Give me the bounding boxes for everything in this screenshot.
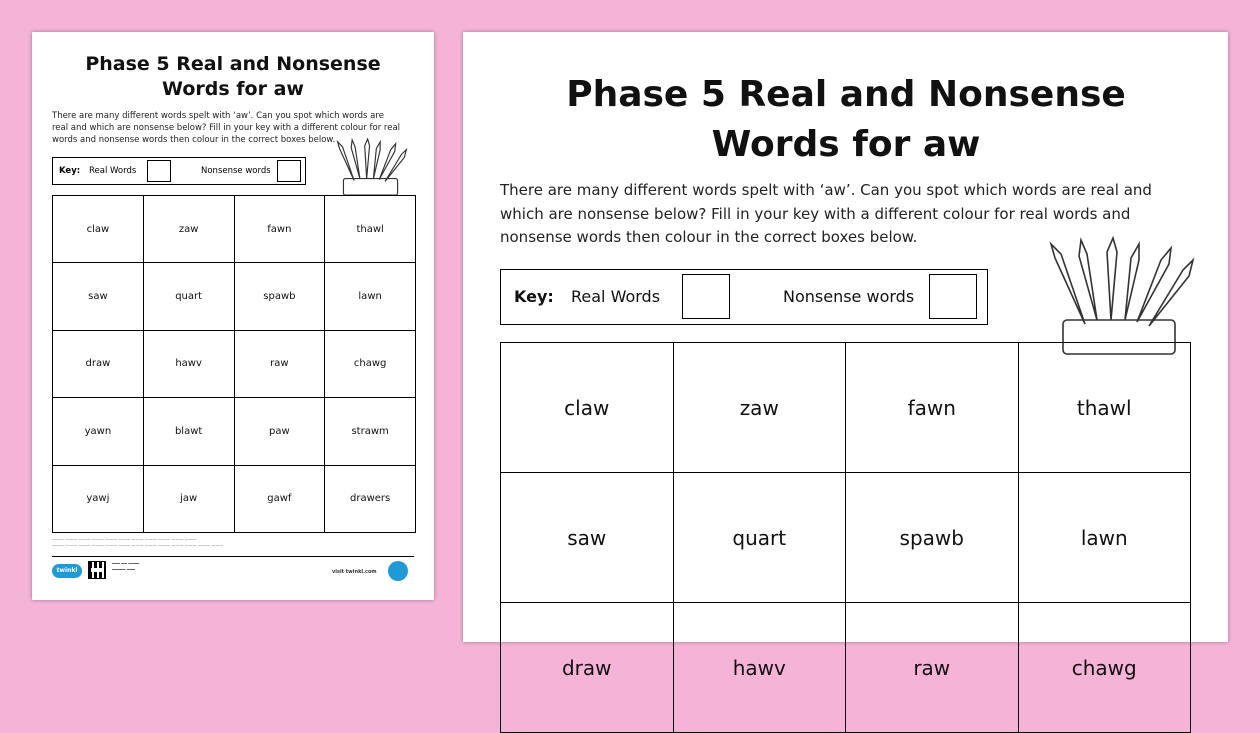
colour-key bbox=[52, 157, 306, 185]
word-row bbox=[53, 398, 416, 465]
word-cell[interactable]: chawg bbox=[325, 330, 416, 397]
word-row bbox=[501, 603, 1191, 733]
key-real-box[interactable] bbox=[147, 160, 171, 182]
word-row bbox=[53, 196, 416, 263]
word-cell[interactable]: hawv bbox=[143, 330, 234, 397]
word-cell[interactable]: blawt bbox=[143, 398, 234, 465]
title-line-1: Phase 5 Real and Nonsense bbox=[566, 74, 1126, 115]
intro-text: There are many different words spelt with ‘aw’. Can you spot which words are real and which are nonsense below? Fill in your key with a different colour for real words and nonsense words then colour in the correct boxes below. bbox=[500, 181, 1152, 246]
word-cell[interactable]: chawg bbox=[1018, 603, 1191, 733]
key-nonsense-box[interactable] bbox=[277, 160, 301, 182]
key-nonsense-words: Nonsense words bbox=[201, 166, 271, 176]
word-cell[interactable]: quart bbox=[673, 473, 846, 603]
pencil-pot-icon bbox=[1045, 236, 1195, 356]
word-grid bbox=[52, 195, 416, 533]
key-label: Key: bbox=[59, 166, 81, 176]
footer-visit: visit twinkl.com bbox=[332, 569, 377, 575]
key-nonsense-words: Nonsense words bbox=[783, 287, 915, 306]
word-row bbox=[53, 465, 416, 532]
word-cell[interactable]: yawn bbox=[53, 398, 144, 465]
word-cell[interactable]: spawb bbox=[234, 263, 325, 330]
pencil-pot-icon bbox=[332, 138, 410, 196]
worksheet-title bbox=[463, 70, 1229, 170]
word-cell[interactable]: lawn bbox=[325, 263, 416, 330]
qr-code-icon bbox=[88, 561, 106, 579]
word-cell[interactable]: fawn bbox=[234, 196, 325, 263]
footer-divider bbox=[52, 556, 414, 557]
word-cell[interactable]: yawj bbox=[53, 465, 144, 532]
word-cell[interactable]: gawf bbox=[234, 465, 325, 532]
key-real-words: Real Words bbox=[571, 287, 661, 306]
title-line-2: Words for aw bbox=[162, 78, 304, 100]
word-cell[interactable]: raw bbox=[846, 603, 1019, 733]
fine-print: ——— ——— ——— ——— ——— ——— ——— ——— ——— ——— ——— ——— ——— ——— ——— ——— ——— ——— ——— ——— ——— ——— ——— ——— bbox=[52, 537, 224, 548]
intro-text: There are many different words spelt with ‘aw’. Can you spot which words are real and which are nonsense below? Fill in your key with a different colour for real words and nonsense words then colour in the correct boxes below. bbox=[52, 111, 401, 145]
word-cell[interactable]: drawers bbox=[325, 465, 416, 532]
word-cell[interactable]: raw bbox=[234, 330, 325, 397]
word-row bbox=[53, 263, 416, 330]
word-cell[interactable]: draw bbox=[501, 603, 674, 733]
badge-icon bbox=[388, 561, 408, 581]
word-cell[interactable]: claw bbox=[53, 196, 144, 263]
key-label: Key: bbox=[514, 287, 554, 306]
word-cell[interactable]: lawn bbox=[1018, 473, 1191, 603]
title-line-2: Words for aw bbox=[711, 124, 981, 165]
worksheet-title bbox=[32, 52, 434, 102]
word-cell[interactable]: saw bbox=[501, 473, 674, 603]
key-real-words: Real Words bbox=[89, 166, 137, 176]
word-cell[interactable]: zaw bbox=[673, 343, 846, 473]
word-cell[interactable]: paw bbox=[234, 398, 325, 465]
twinkl-logo-icon: twinkl bbox=[52, 564, 82, 578]
word-cell[interactable]: thawl bbox=[1018, 343, 1191, 473]
word-cell[interactable]: thawl bbox=[325, 196, 416, 263]
colour-key bbox=[500, 269, 988, 325]
word-cell[interactable]: jaw bbox=[143, 465, 234, 532]
word-cell[interactable]: fawn bbox=[846, 343, 1019, 473]
word-cell[interactable]: zaw bbox=[143, 196, 234, 263]
word-cell[interactable]: claw bbox=[501, 343, 674, 473]
word-cell[interactable]: strawm bbox=[325, 398, 416, 465]
word-row bbox=[501, 473, 1191, 603]
word-cell[interactable]: spawb bbox=[846, 473, 1019, 603]
word-cell[interactable]: saw bbox=[53, 263, 144, 330]
word-cell[interactable]: draw bbox=[53, 330, 144, 397]
word-grid bbox=[500, 342, 1191, 733]
footer-join-text: ━━━ ━━ ━━━━ ━━━━━ ━━━ bbox=[112, 562, 140, 573]
word-cell[interactable]: hawv bbox=[673, 603, 846, 733]
title-line-1: Phase 5 Real and Nonsense bbox=[85, 53, 381, 75]
word-row bbox=[501, 343, 1191, 473]
worksheet-zoomed bbox=[463, 32, 1228, 680]
key-nonsense-box[interactable] bbox=[929, 274, 977, 319]
word-row bbox=[53, 330, 416, 397]
word-cell[interactable]: quart bbox=[143, 263, 234, 330]
key-real-box[interactable] bbox=[682, 274, 730, 319]
worksheet-thumbnail bbox=[32, 32, 434, 600]
